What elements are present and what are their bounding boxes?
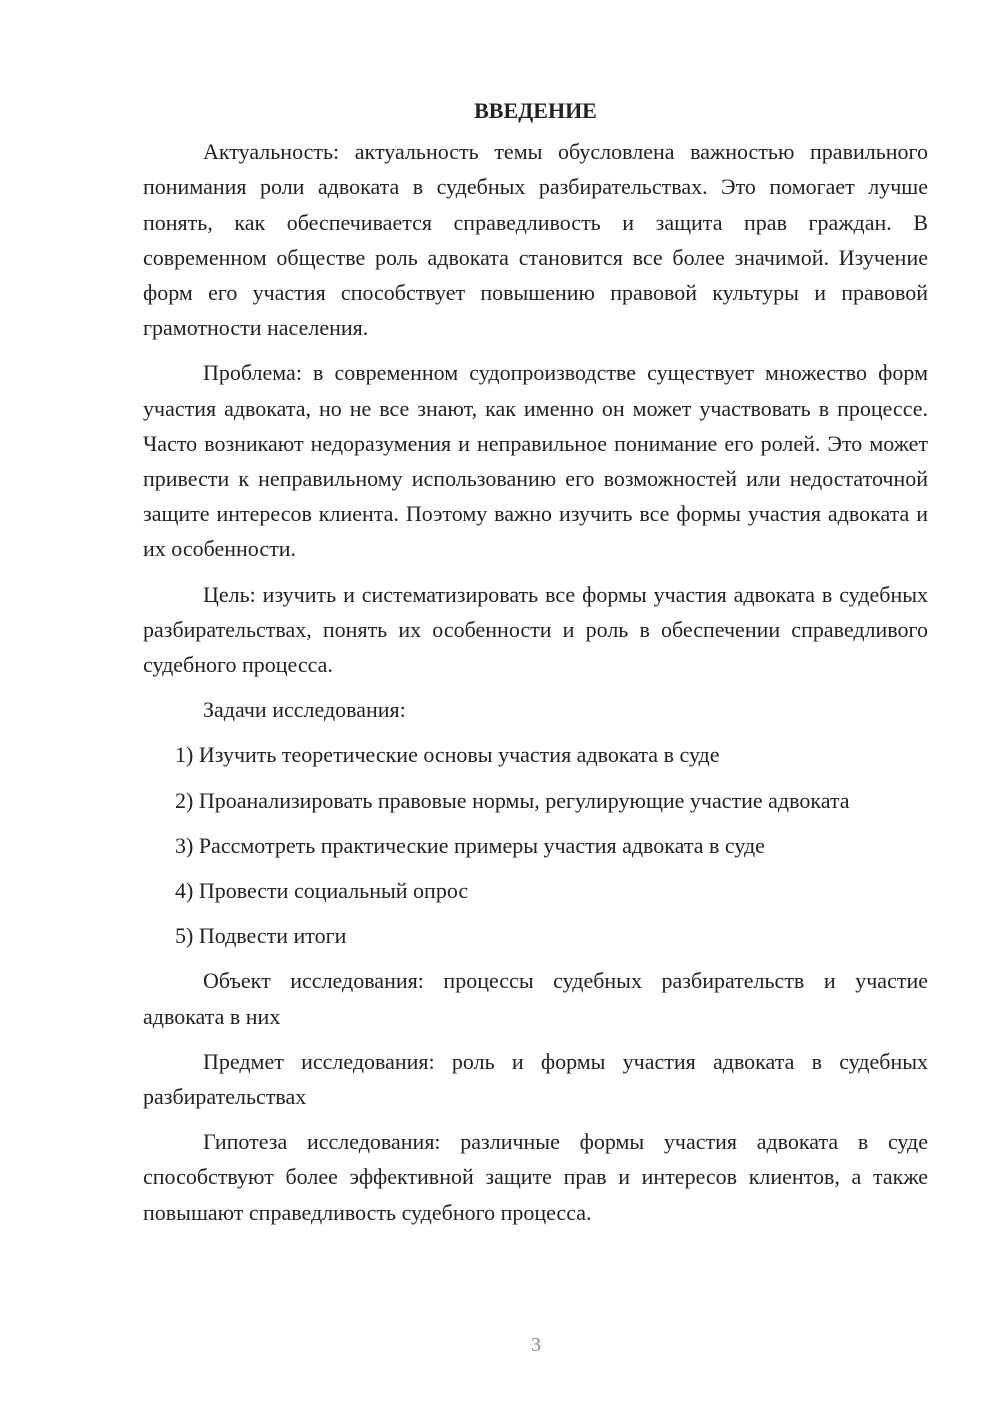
page-number: 3 [531, 1334, 541, 1356]
tasks-heading: Задачи исследования: [203, 697, 406, 723]
task-item-2: 2) Проанализировать правовые нормы, регулирующие участие адвоката [175, 787, 850, 813]
paragraph-relevance: Актуальность: актуальность темы обусловлена важностью правильного понимания роли адвоката в судебных разбирательствах. Это помогает лучше понять, как обеспечивается справедливость и защита прав граждан. В современном обществе роль адвоката становится все более значимой. Изучение форм его участия способствует повышению правовой культуры и правовой грамотности населения. [143, 139, 928, 341]
section-title: ВВЕДЕНИЕ [474, 98, 597, 123]
paragraph-goal: Цель: изучить и систематизировать все формы участия адвоката в судебных разбирательствах, понять их особенности и роль в обеспечении справедливого судебного процесса. [143, 581, 928, 678]
task-item-3: 3) Рассмотреть практические примеры участия адвоката в суде [175, 832, 765, 858]
paragraph-object: Объект исследования: процессы судебных разбирательств и участие адвоката в них [143, 968, 928, 1029]
paragraph-problem: Проблема: в современном судопроизводстве существует множество форм участия адвоката, но не все знают, как именно он может участвовать в процессе. Часто возникают недоразумения и неправильное понимание его ролей. Это может привести к неправильному использованию его возможностей или недостаточной защите интересов клиента. Поэтому важно изучить все формы участия адвоката и их особенности. [143, 360, 928, 562]
document-body [143, 93, 928, 1240]
task-item-4: 4) Провести социальный опрос [175, 878, 469, 904]
paragraph-hypothesis: Гипотеза исследования: различные формы участия адвоката в суде способствуют более эффективной защите прав и интересов клиентов, а также повышают справедливость судебного процесса. [143, 1129, 928, 1225]
task-item-1: 1) Изучить теоретические основы участия адвоката в суде [175, 742, 720, 768]
paragraph-subject: Предмет исследования: роль и формы участия адвоката в судебных разбирательствах [143, 1048, 928, 1110]
task-item-5: 5) Подвести итоги [175, 923, 347, 949]
